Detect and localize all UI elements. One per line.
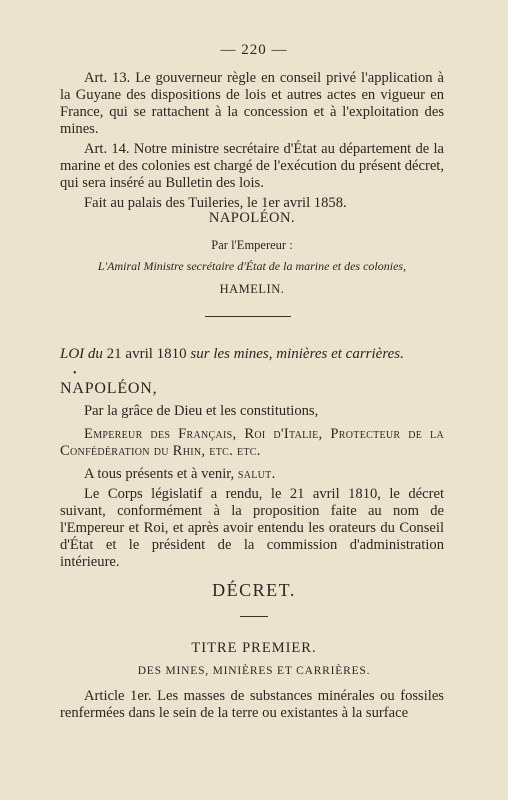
titre-premier: TITRE PREMIER.: [191, 640, 317, 656]
salut-text: salut.: [237, 466, 276, 482]
law-title: [60, 346, 444, 363]
article-1: Article 1er. Les masses de substances minérales ou fossiles renfermées dans le sein de la terre ou existantes à la surface: [60, 688, 444, 721]
law-title-rest: sur les mines, minières et carrières.: [190, 346, 404, 362]
empereur-titles: Empereur des Français, Roi d'Italie, Protecteur de la Confédération du Rhin, etc. etc.: [60, 426, 444, 459]
napoleon-heading: NAPOLÉON,: [60, 380, 158, 397]
a-tous-text: A tous présents et à venir,: [84, 466, 235, 482]
signature-napoleon: NAPOLÉON.: [208, 210, 296, 226]
law-title-du: du: [87, 346, 103, 362]
signature-block: [60, 210, 444, 298]
par-l-empereur: Par l'Empereur :: [211, 238, 293, 252]
law-heading: [60, 346, 444, 363]
page-number: — 220 —: [220, 42, 288, 58]
decret-rule: [240, 616, 268, 617]
minister-name: HAMELIN.: [219, 282, 285, 296]
article-13: Art. 13. Le gouverneur règle en conseil privé l'application à la Guyane des dispositions de lois et autres actes en vigueur en France, qui se rattachent à la concession et à l'exploitation des mines.: [60, 70, 444, 137]
decret-heading: DÉCRET.: [212, 580, 296, 600]
law-title-loi: LOI: [60, 346, 85, 362]
section-divider: [205, 316, 291, 317]
titre-subtitle: DES MINES, MINIÈRES ET CARRIÈRES.: [137, 665, 371, 677]
minister-title: L'Amiral Ministre secrétaire d'État de la marine et des colonies,: [97, 259, 407, 273]
fait-au-palais: Fait au palais des Tuileries, le 1er avril 1858.: [84, 195, 347, 211]
preamble: [60, 380, 444, 574]
par-la-grace: Par la grâce de Dieu et les constitutions,: [84, 403, 319, 419]
corps-legislatif: Le Corps législatif a rendu, le 21 avril 1810, le décret suivant, conformément à la proposition faite au nom de l'Empereur et Roi, et après avoir entendu les orateurs du Conseil d'État et le président de la commission d'administration intérieure.: [60, 486, 444, 570]
ink-dot: •: [73, 368, 77, 379]
closing-articles: [60, 70, 444, 215]
law-title-date: 21 avril 1810: [106, 346, 187, 362]
article-14: Art. 14. Notre ministre secrétaire d'État au département de la marine et des colonies est chargé de l'exécution du présent décret, qui sera inséré au Bulletin des lois.: [60, 141, 444, 191]
a-tous-line: [60, 466, 444, 483]
article-1-block: [60, 688, 444, 725]
